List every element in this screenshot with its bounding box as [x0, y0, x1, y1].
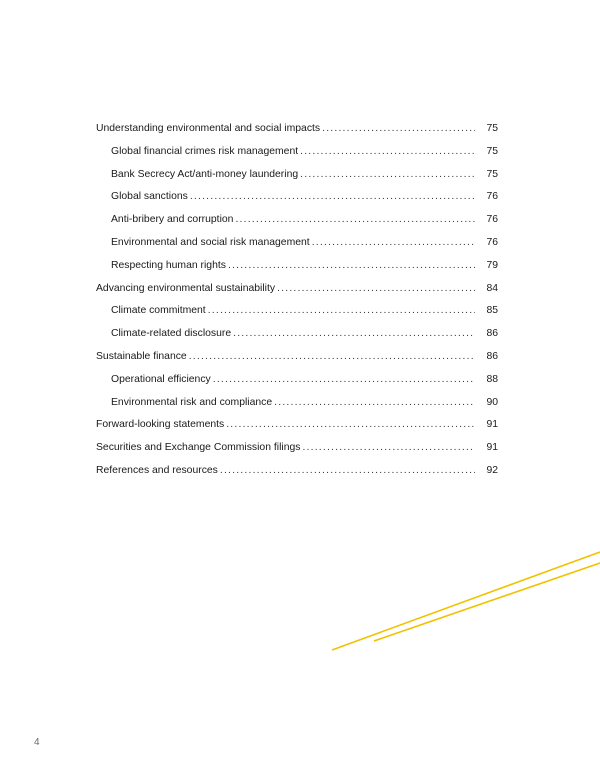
toc-entry-page: 76 — [486, 214, 498, 226]
toc-entry-title: Global sanctions — [111, 191, 188, 203]
toc-entry-page: 84 — [486, 282, 498, 294]
toc-entry-page: 79 — [486, 259, 498, 271]
toc-entry-title: Operational efficiency — [111, 373, 211, 385]
toc-entry-page: 90 — [486, 396, 498, 408]
toc-entry-page: 91 — [486, 442, 498, 454]
toc-entry-page: 75 — [486, 145, 498, 157]
toc-entry-title: Environmental and social risk management — [111, 236, 310, 248]
toc-entry-page: 75 — [486, 168, 498, 180]
toc-entry-page: 86 — [486, 328, 498, 340]
toc-entry-title: Securities and Exchange Commission filings — [96, 442, 301, 454]
toc-entry-page: 91 — [486, 419, 498, 431]
accent-line-lower — [374, 563, 600, 641]
toc-entry-title: Advancing environmental sustainability — [96, 282, 276, 294]
toc-entry-title: Bank Secrecy Act/anti-money laundering — [111, 168, 299, 180]
toc-entry-title: Sustainable finance — [96, 350, 187, 362]
toc-entry-title: Global financial crimes risk management — [111, 145, 299, 157]
page-number: 4 — [34, 737, 40, 748]
toc-entry-title: Respecting human rights — [111, 259, 226, 271]
toc-entry-page: 92 — [486, 464, 498, 476]
toc-entry-title: Climate-related disclosure — [111, 328, 232, 340]
toc-entry-title: Environmental risk and compliance — [111, 396, 273, 408]
toc-entry-page: 88 — [486, 373, 498, 385]
toc-entry-page: 76 — [486, 191, 498, 203]
accent-line-upper — [332, 552, 600, 650]
toc-entry-title: Understanding environmental and social impacts — [96, 123, 321, 134]
toc-entry-title: Anti-bribery and corruption — [111, 214, 234, 226]
toc-entry-title: Forward-looking statements — [96, 419, 225, 431]
toc-entry-page: 76 — [486, 236, 498, 248]
toc-entry-page: 86 — [486, 350, 498, 362]
toc-entry-title: References and resources — [96, 464, 218, 476]
toc-entry-page: 75 — [486, 123, 498, 134]
toc-entry-title: Climate commitment — [111, 305, 206, 317]
toc-entry-page: 85 — [486, 305, 498, 317]
